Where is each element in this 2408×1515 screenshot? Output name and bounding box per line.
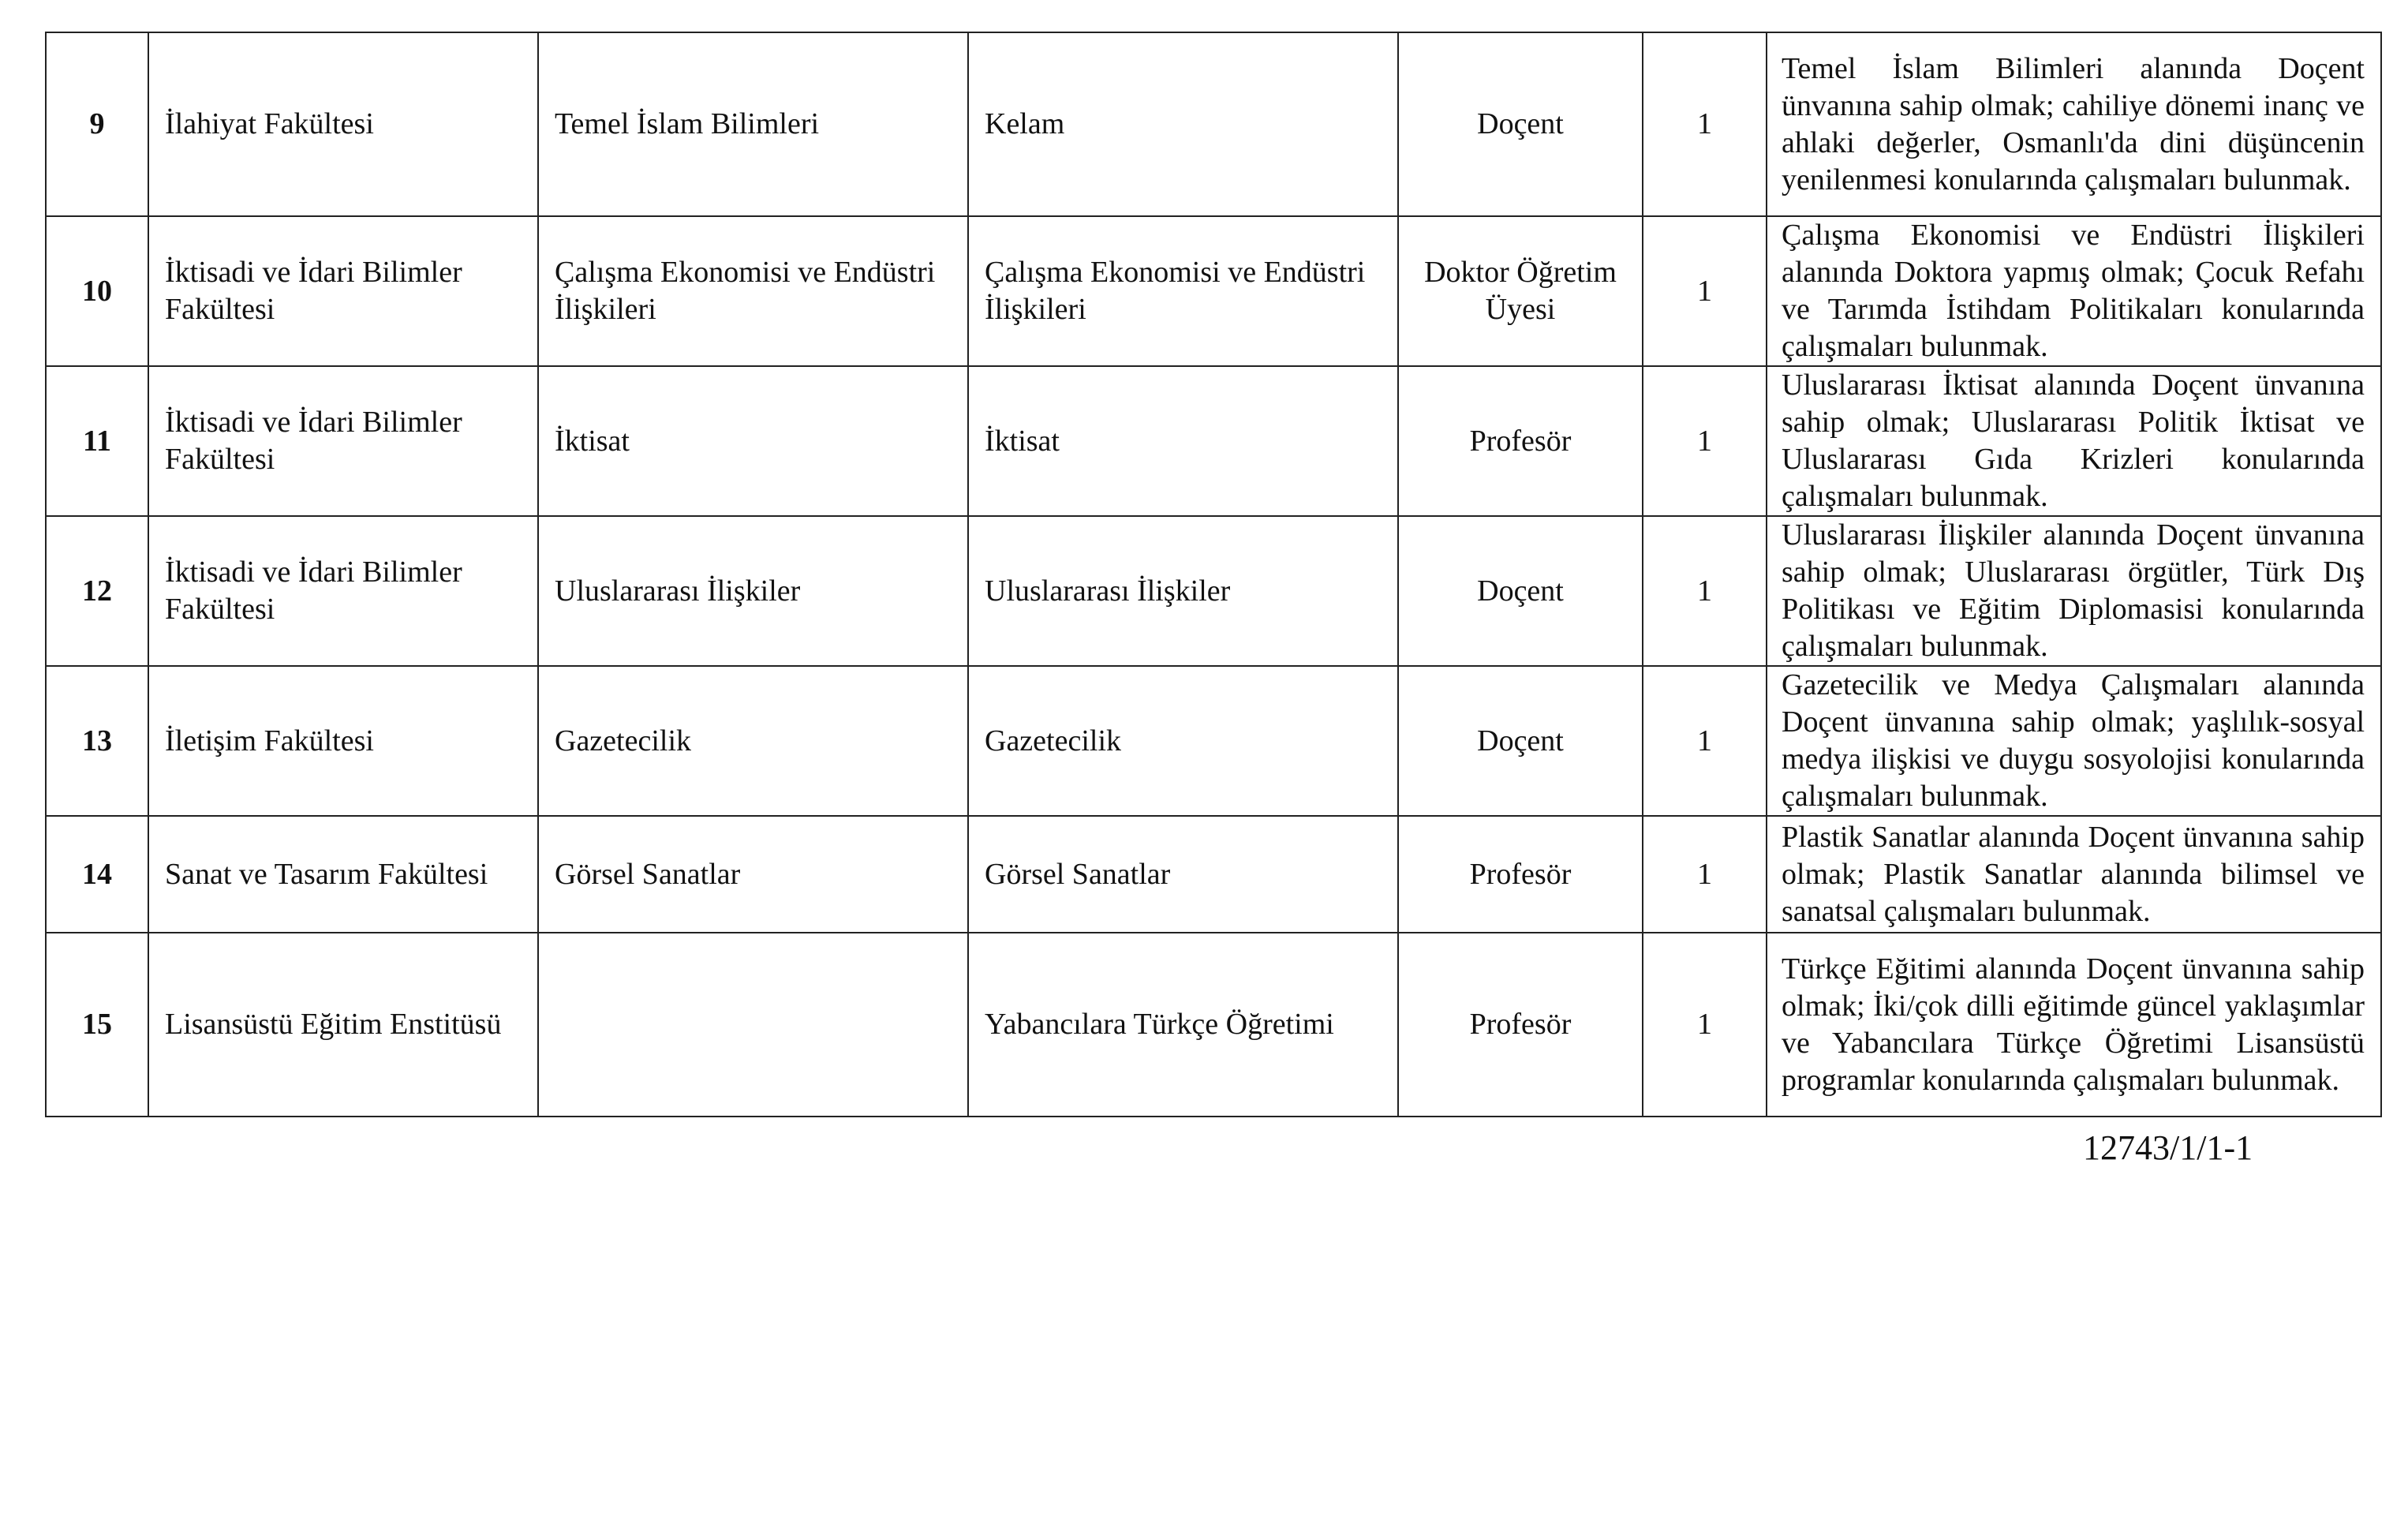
academic-title-cell: Doktor Öğretim Üyesi bbox=[1398, 216, 1643, 366]
field-cell: Uluslararası İlişkiler bbox=[968, 516, 1398, 666]
row-number: 15 bbox=[46, 933, 148, 1117]
field-cell: Görsel Sanatlar bbox=[968, 816, 1398, 933]
table-row bbox=[46, 816, 2381, 933]
row-number: 9 bbox=[46, 32, 148, 216]
positions-table bbox=[45, 32, 2382, 1117]
faculty-cell: İktisadi ve İdari Bilimler Fakültesi bbox=[148, 216, 538, 366]
requirement-cell: Çalışma Ekonomisi ve Endüstri İlişkileri alanında Doktora yapmış olmak; Çocuk Refahı ve Tarımda İstihdam Politikaları konularında çalışmaları bulunmak. bbox=[1767, 216, 2381, 366]
field-cell: İktisat bbox=[968, 366, 1398, 516]
position-count-cell: 1 bbox=[1643, 933, 1767, 1117]
field-cell: Çalışma Ekonomisi ve Endüstri İlişkileri bbox=[968, 216, 1398, 366]
faculty-cell: İlahiyat Fakültesi bbox=[148, 32, 538, 216]
table-row bbox=[46, 666, 2381, 816]
requirement-cell: Plastik Sanatlar alanında Doçent ünvanına sahip olmak; Plastik Sanatlar alanında bilimsel ve sanatsal çalışmaları bulunmak. bbox=[1767, 816, 2381, 933]
requirement-cell: Temel İslam Bilimleri alanında Doçent ünvanına sahip olmak; cahiliye dönemi inanç ve ahlaki değerler, Osmanlı'da dini düşüncenin yenilenmesi konularında çalışmaları bulunmak. bbox=[1767, 32, 2381, 216]
row-number: 13 bbox=[46, 666, 148, 816]
requirement-cell: Türkçe Eğitimi alanında Doçent ünvanına sahip olmak; İki/çok dilli eğitimde güncel yaklaşımlar ve Yabancılara Türkçe Öğretimi Lisansüstü programlar konularında çalışmaları bulunmak. bbox=[1767, 933, 2381, 1117]
department-cell: Çalışma Ekonomisi ve Endüstri İlişkileri bbox=[538, 216, 968, 366]
academic-title-cell: Doçent bbox=[1398, 32, 1643, 216]
faculty-cell: İletişim Fakültesi bbox=[148, 666, 538, 816]
positions-table-body bbox=[46, 32, 2381, 1117]
faculty-cell: İktisadi ve İdari Bilimler Fakültesi bbox=[148, 516, 538, 666]
field-cell: Kelam bbox=[968, 32, 1398, 216]
row-number: 10 bbox=[46, 216, 148, 366]
field-cell: Yabancılara Türkçe Öğretimi bbox=[968, 933, 1398, 1117]
department-cell: İktisat bbox=[538, 366, 968, 516]
field-cell: Gazetecilik bbox=[968, 666, 1398, 816]
position-count-cell: 1 bbox=[1643, 666, 1767, 816]
academic-title-cell: Profesör bbox=[1398, 816, 1643, 933]
requirement-cell: Gazetecilik ve Medya Çalışmaları alanında Doçent ünvanına sahip olmak; yaşlılık-sosyal medya ilişkisi ve duygu sosyolojisi konularında çalışmaları bulunmak. bbox=[1767, 666, 2381, 816]
position-count-cell: 1 bbox=[1643, 32, 1767, 216]
row-number: 14 bbox=[46, 816, 148, 933]
department-cell: Uluslararası İlişkiler bbox=[538, 516, 968, 666]
row-number: 11 bbox=[46, 366, 148, 516]
row-number: 12 bbox=[46, 516, 148, 666]
department-cell bbox=[538, 933, 968, 1117]
academic-title-cell: Profesör bbox=[1398, 933, 1643, 1117]
department-cell: Temel İslam Bilimleri bbox=[538, 32, 968, 216]
requirement-cell: Uluslararası İlişkiler alanında Doçent ünvanına sahip olmak; Uluslararası örgütler, Türk Dış Politikası ve Eğitim Diplomasisi konularında çalışmaları bulunmak. bbox=[1767, 516, 2381, 666]
document-reference-code: 12743/1/1-1 bbox=[2083, 1128, 2253, 1167]
position-count-cell: 1 bbox=[1643, 816, 1767, 933]
requirement-cell: Uluslararası İktisat alanında Doçent ünvanına sahip olmak; Uluslararası Politik İktisat ve Uluslararası Gıda Krizleri konularında çalışmaları bulunmak. bbox=[1767, 366, 2381, 516]
academic-title-cell: Profesör bbox=[1398, 366, 1643, 516]
academic-title-cell: Doçent bbox=[1398, 516, 1643, 666]
academic-title-cell: Doçent bbox=[1398, 666, 1643, 816]
table-row bbox=[46, 366, 2381, 516]
position-count-cell: 1 bbox=[1643, 216, 1767, 366]
faculty-cell: Sanat ve Tasarım Fakültesi bbox=[148, 816, 538, 933]
faculty-cell: Lisansüstü Eğitim Enstitüsü bbox=[148, 933, 538, 1117]
table-row bbox=[46, 933, 2381, 1117]
department-cell: Görsel Sanatlar bbox=[538, 816, 968, 933]
table-row bbox=[46, 32, 2381, 216]
position-count-cell: 1 bbox=[1643, 366, 1767, 516]
table-row bbox=[46, 516, 2381, 666]
table-row bbox=[46, 216, 2381, 366]
position-count-cell: 1 bbox=[1643, 516, 1767, 666]
faculty-cell: İktisadi ve İdari Bilimler Fakültesi bbox=[148, 366, 538, 516]
department-cell: Gazetecilik bbox=[538, 666, 968, 816]
